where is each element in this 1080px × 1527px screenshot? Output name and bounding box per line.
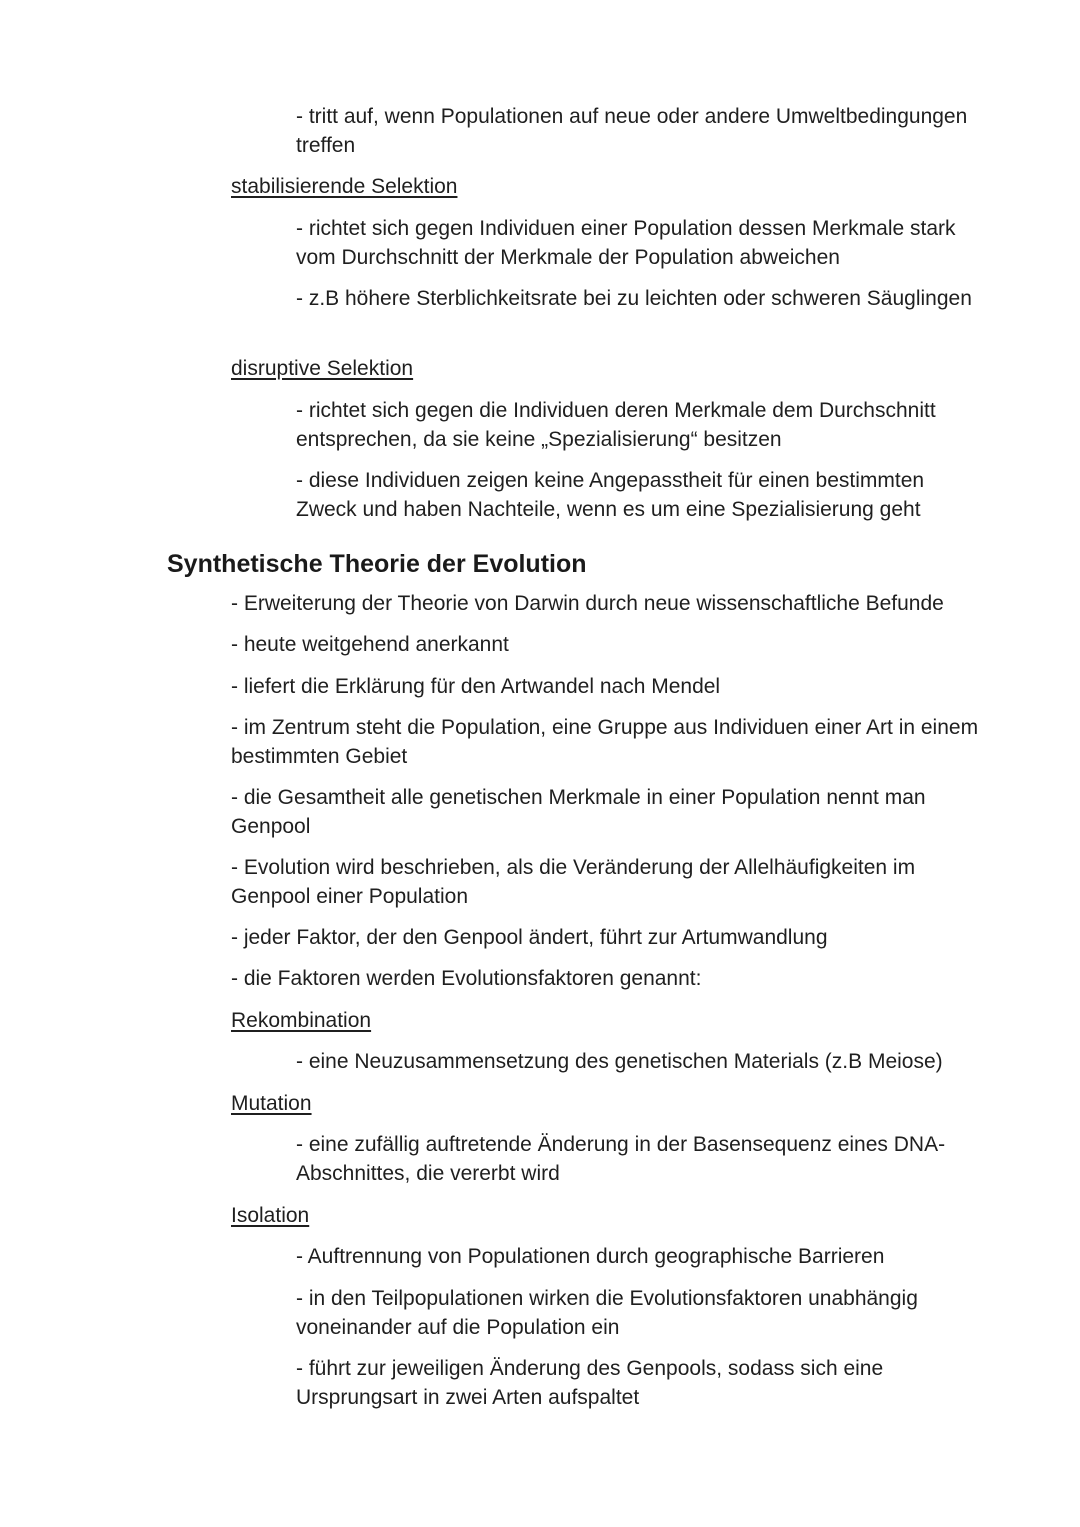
text-line: - Auftrennung von Populationen durch geographische Barrieren bbox=[296, 1245, 885, 1268]
subsection-title-stabilisierende-selektion: stabilisierende Selektion bbox=[231, 175, 458, 198]
text-line: - die Faktoren werden Evolutionsfaktoren genannt: bbox=[231, 967, 702, 990]
subsection-title-isolation: Isolation bbox=[231, 1204, 310, 1227]
subsection-title-rekombination: Rekombination bbox=[231, 1009, 372, 1032]
subsection-title-disruptive-selektion: disruptive Selektion bbox=[231, 357, 414, 380]
text-line: - richtet sich gegen Individuen einer Population dessen Merkmale stark vom Durchschnitt der Merkmale der Population abweichen bbox=[296, 217, 956, 269]
text-line: - jeder Faktor, der den Genpool ändert, führt zur Artumwandlung bbox=[231, 926, 828, 949]
text-line: - tritt auf, wenn Populationen auf neue oder andere Umweltbedingungen treffen bbox=[296, 105, 968, 157]
text-line: - eine Neuzusammensetzung des genetischen Materials (z.B Meiose) bbox=[296, 1050, 943, 1073]
section-heading-synthetische-theorie: Synthetische Theorie der Evolution bbox=[167, 550, 587, 578]
text-line: - richtet sich gegen die Individuen deren Merkmale dem Durchschnitt entsprechen, da sie keine „Spezialisierung“ besitzen bbox=[296, 399, 936, 451]
text-line: - z.B höhere Sterblichkeitsrate bei zu leichten oder schweren Säuglingen bbox=[296, 287, 972, 310]
subsection-title-mutation: Mutation bbox=[231, 1092, 312, 1115]
text-line: - die Gesamtheit alle genetischen Merkmale in einer Population nennt man Genpool bbox=[231, 786, 926, 838]
text-line: - eine zufällig auftretende Änderung in der Basensequenz eines DNA-Abschnittes, die vererbt wird bbox=[296, 1133, 946, 1185]
text-line: - diese Individuen zeigen keine Angepasstheit für einen bestimmten Zweck und haben Nachteile, wenn es um eine Spezialisierung geht bbox=[296, 469, 925, 521]
text-line: - in den Teilpopulationen wirken die Evolutionsfaktoren unabhängig voneinander auf die Population ein bbox=[296, 1287, 918, 1339]
text-line: - heute weitgehend anerkannt bbox=[231, 633, 509, 656]
text-line: - im Zentrum steht die Population, eine Gruppe aus Individuen einer Art in einem bestimmten Gebiet bbox=[231, 716, 979, 768]
text-line: - Evolution wird beschrieben, als die Veränderung der Allelhäufigkeiten im Genpool einer Population bbox=[231, 856, 916, 908]
text-line: - führt zur jeweiligen Änderung des Genpools, sodass sich eine Ursprungsart in zwei Arten aufspaltet bbox=[296, 1357, 884, 1409]
text-line: - Erweiterung der Theorie von Darwin durch neue wissenschaftliche Befunde bbox=[231, 592, 944, 615]
text-line: - liefert die Erklärung für den Artwandel nach Mendel bbox=[231, 675, 721, 698]
